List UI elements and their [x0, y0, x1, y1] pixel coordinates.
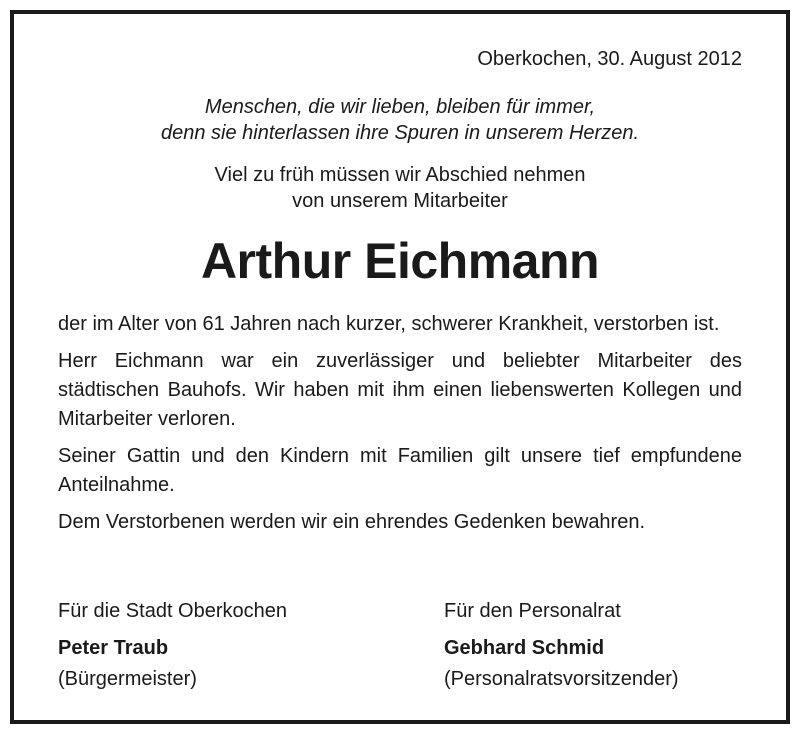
- intro-line-2: von unserem Mitarbeiter: [292, 190, 508, 212]
- signature-city-role: (Bürgermeister): [58, 668, 197, 690]
- signature-city-name: Peter Traub: [58, 637, 169, 659]
- body-paragraph-3: Seiner Gattin und den Kindern mit Familien gilt unsere tief empfundene Anteilnahme.: [58, 445, 742, 496]
- body-paragraph-1: der im Alter von 61 Jahren nach kurzer, schwerer Krankheit, verstorben ist.: [58, 313, 720, 335]
- date-line: Oberkochen, 30. August 2012: [477, 48, 742, 70]
- quote-line-2: denn sie hinterlassen ihre Spuren in unserem Herzen.: [160, 122, 640, 144]
- signature-staff-heading: Für den Personalrat: [444, 600, 621, 622]
- deceased-name: Arthur Eichmann: [200, 233, 600, 289]
- quote-line-1: Menschen, die wir lieben, bleiben für immer,: [204, 96, 596, 118]
- body-paragraph-2: Herr Eichmann war ein zuverlässiger und beliebter Mitarbeiter des städtischen Bauhofs. Wir haben mit ihm einen liebenswerten Kollegen und Mitarbeiter verloren.: [58, 350, 742, 430]
- obituary-notice: [10, 10, 790, 724]
- signature-city-heading: Für die Stadt Oberkochen: [58, 600, 288, 622]
- signature-city: [58, 596, 287, 695]
- body-paragraph-4: Dem Verstorbenen werden wir ein ehrendes Gedenken bewahren.: [58, 511, 646, 533]
- memorial-quote: [14, 94, 786, 146]
- signature-staff-council: [444, 596, 679, 695]
- signature-staff-role: (Personalratsvorsitzender): [444, 668, 679, 690]
- intro-text: [14, 162, 786, 214]
- signature-staff-name: Gebhard Schmid: [444, 637, 605, 659]
- obituary-body: [58, 310, 742, 545]
- intro-line-1: Viel zu früh müssen wir Abschied nehmen: [214, 164, 586, 186]
